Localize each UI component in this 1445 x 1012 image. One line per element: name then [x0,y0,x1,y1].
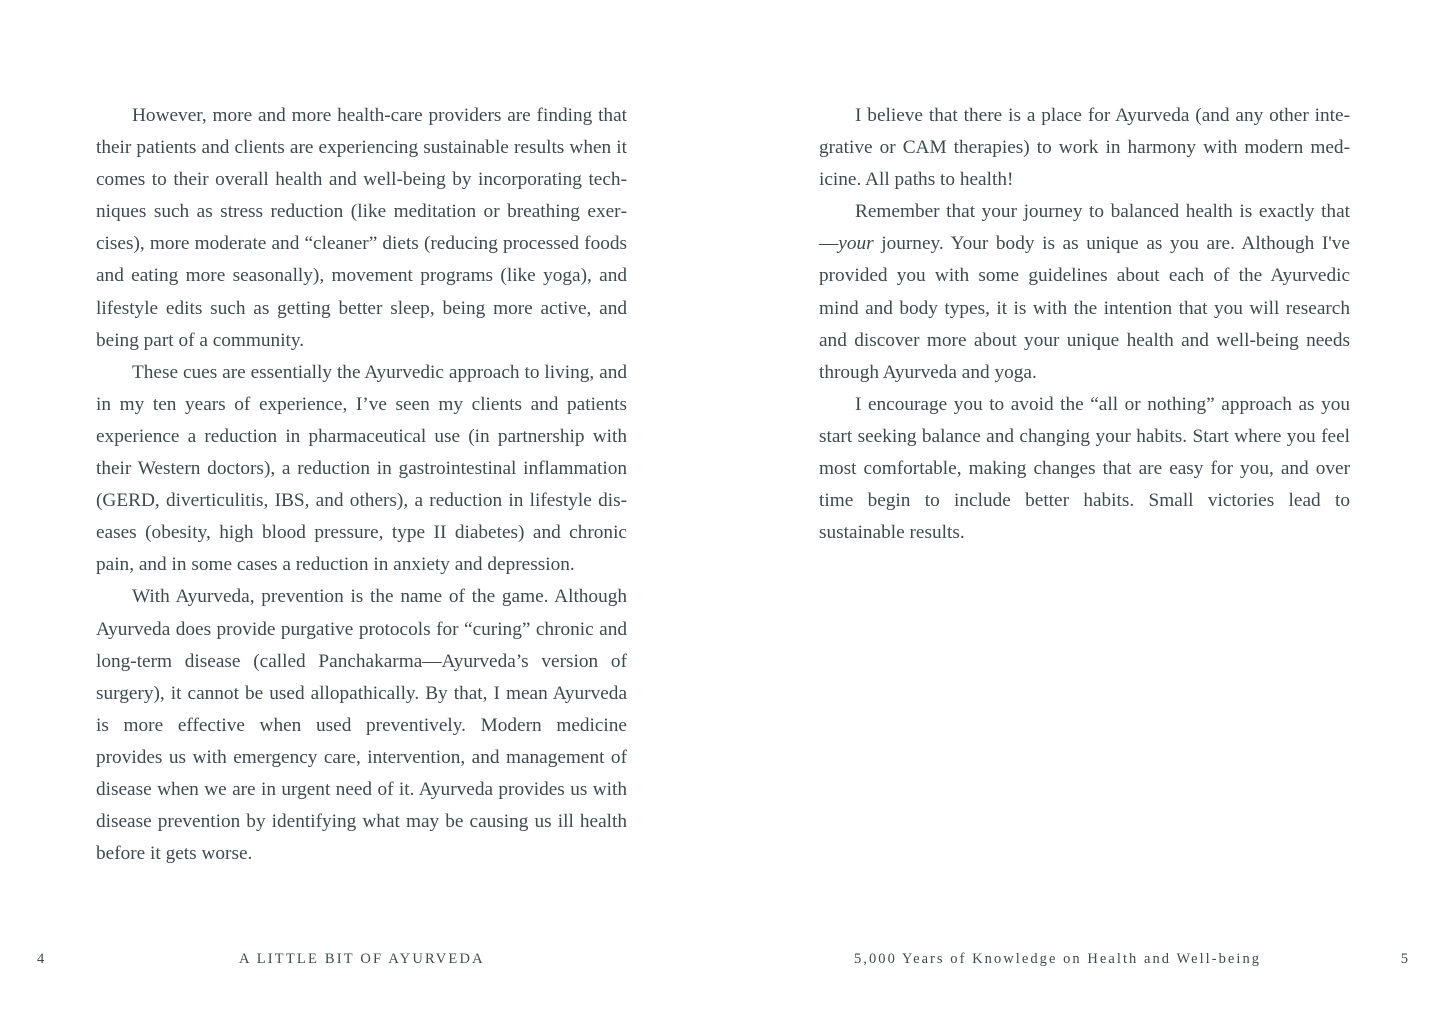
left-paragraph-2: These cues are essentially the Ayurvedic approach to living, and in my ten years of experience, I’ve seen my clients and patients experience a reduction in pharmaceutical use (in partnership with their Western doctors), a reduction in gastrointestinal inflammation (GERD, diverticulitis, IBS, and others), a reduction in lifestyle diseases (obesity, high blood pressure, type II diabetes) and chronic pain, and in some cases a reduction in anxiety and depression. [96,361,627,576]
right-paragraph-2 [819,196,1350,389]
right-page-number: 5 [1400,951,1408,967]
left-paragraph-3: With Ayurveda, prevention is the name of the game. Although Ayurveda does provide purgative protocols for “curing” chronic and long-term disease (called Panchakarma—Ayurveda’s version of surgery), it cannot be used allopathically. By that, I mean Ayurveda is more effective when used preventively. Modern medicine provides us with emergency care, intervention, and management of disease when we are in urgent need of it. Ayurveda provides us with disease prevention by identifying what may be causing us ill health before it gets worse. [96,586,627,865]
right-paragraph-2-rest: journey. Your body is as unique as you are. Although I've provided you with some guidelines about each of the Ayurvedic mind and body types, it is with the intention that you will research and discover more about your unique health and well-being needs through Ayurveda and yoga. [819,233,1350,383]
left-page [0,0,722,1012]
right-paragraph-2-italic: your [838,233,874,255]
right-paragraph-1: I believe that there is a place for Ayurveda (and any other integrative or CAM therapies) to work in harmony with modern medicine. All paths to health! [819,105,1350,191]
left-page-number: 4 [37,951,45,967]
right-paragraph-3: I encourage you to avoid the “all or nothing” approach as you start seeking balance and changing your habits. Start where you feel most comfortable, making changes that are easy for you, and over time begin to include better habits. Small victories lead to sustainable results. [819,393,1350,544]
left-paragraph-1: However, more and more health-care providers are finding that their patients and clients are experiencing sustainable results when it comes to their overall health and well-being by incorporating techniques such as stress reduction (like meditation or breathing exercises), more moderate and “cleaner” diets (reducing processed foods and eating more seasonally), movement programs (like yoga), and lifestyle edits such as getting better sleep, being more active, and being part of a community. [96,105,627,351]
left-page-body [96,100,627,870]
right-paragraph-2-lead: Remember that your journey to balanced health is exactly that— [819,201,1350,255]
right-page [722,0,1445,1012]
subtitle-running-head: 5,000 Years of Knowledge on Health and Well-being [854,951,1262,967]
right-page-body [819,100,1350,549]
book-title-running-head: A LITTLE BIT OF AYURVEDA [239,951,485,967]
